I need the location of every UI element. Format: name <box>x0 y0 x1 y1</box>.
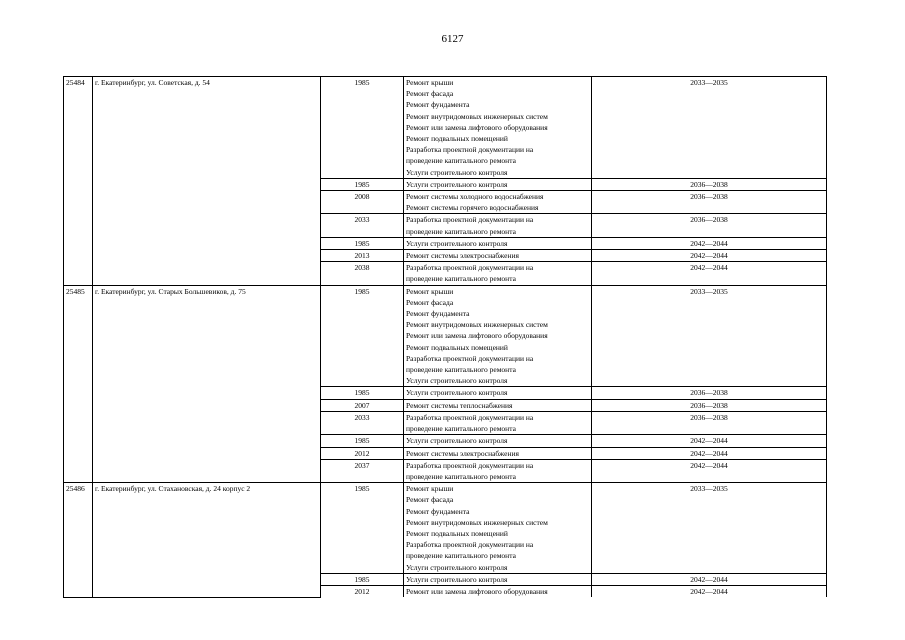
work-item: проведение капитального ремонта <box>406 156 516 166</box>
address-cell: г. Екатеринбург, ул. Стахановская, д. 24 корпус 2 <box>93 483 321 598</box>
work-item: Ремонт внутридомовых инженерных систем <box>406 320 548 330</box>
period-cell: 2042—2044 <box>592 435 827 447</box>
period-cell: 2042—2044 <box>592 262 827 285</box>
period-cell: 2042—2044 <box>592 447 827 459</box>
work-item: Ремонт системы электроснабжения <box>406 448 519 458</box>
year-cell: 1985 <box>321 77 404 179</box>
works-cell <box>404 573 592 585</box>
work-item: Ремонт системы электроснабжения <box>406 251 519 261</box>
work-item: Разработка проектной документации на <box>406 215 534 225</box>
work-item: Разработка проектной документации на <box>406 145 534 155</box>
year-cell: 2012 <box>321 447 404 459</box>
work-item: проведение капитального ремонта <box>406 274 516 284</box>
works-cell <box>404 191 592 214</box>
work-item: Ремонт фасада <box>406 495 454 505</box>
work-item: Ремонт фасада <box>406 297 454 307</box>
period-cell: 2033—2035 <box>592 77 827 179</box>
work-item: Ремонт фундамента <box>406 100 470 110</box>
year-cell: 1985 <box>321 573 404 585</box>
work-item: Ремонт или замена лифтового оборудования <box>406 122 548 132</box>
work-item: Ремонт системы холодного водоснабжения <box>406 192 544 202</box>
work-item: Услуги строительного контроля <box>406 238 508 248</box>
works-cell <box>404 262 592 285</box>
work-item: Ремонт крыши <box>406 484 454 494</box>
work-item: проведение капитального ремонта <box>406 365 516 375</box>
year-cell: 2037 <box>321 459 404 482</box>
work-item: Ремонт или замена лифтового оборудования <box>406 331 548 341</box>
period-cell: 2036—2038 <box>592 214 827 237</box>
year-cell: 1985 <box>321 285 404 387</box>
work-item: Ремонт системы теплоснабжения <box>406 400 513 410</box>
object-id-cell: 25485 <box>64 285 93 482</box>
works-cell <box>404 399 592 411</box>
work-item: Разработка проектной документации на <box>406 460 534 470</box>
work-item: Разработка проектной документации на <box>406 353 534 363</box>
year-cell: 1985 <box>321 387 404 399</box>
work-item: Ремонт внутридомовых инженерных систем <box>406 517 548 527</box>
object-id-cell: 25486 <box>64 483 93 598</box>
period-cell: 2036—2038 <box>592 178 827 190</box>
period-cell: 2042—2044 <box>592 585 827 597</box>
works-cell <box>404 435 592 447</box>
year-cell: 2033 <box>321 411 404 434</box>
year-cell: 2008 <box>321 191 404 214</box>
work-item: Ремонт фундамента <box>406 506 470 516</box>
period-cell: 2042—2044 <box>592 237 827 249</box>
work-item: Ремонт подвальных помещений <box>406 528 508 538</box>
works-cell <box>404 387 592 399</box>
object-id-cell: 25484 <box>64 77 93 286</box>
work-item: Ремонт крыши <box>406 286 454 296</box>
works-cell <box>404 77 592 179</box>
work-item: Разработка проектной документации на <box>406 263 534 273</box>
works-cell <box>404 237 592 249</box>
year-cell: 2012 <box>321 585 404 597</box>
period-cell: 2036—2038 <box>592 387 827 399</box>
period-cell: 2036—2038 <box>592 191 827 214</box>
period-cell: 2033—2035 <box>592 285 827 387</box>
works-cell <box>404 459 592 482</box>
work-item: Разработка проектной документации на <box>406 540 534 550</box>
year-cell: 1985 <box>321 178 404 190</box>
work-item: Услуги строительного контроля <box>406 388 508 398</box>
work-item: Услуги строительного контроля <box>406 179 508 189</box>
period-cell: 2036—2038 <box>592 399 827 411</box>
work-item: Ремонт фундамента <box>406 309 470 319</box>
work-item: проведение капитального ремонта <box>406 424 516 434</box>
period-cell: 2033—2035 <box>592 483 827 574</box>
work-item: Ремонт внутридомовых инженерных систем <box>406 111 548 121</box>
year-cell: 1985 <box>321 483 404 574</box>
table-row <box>64 285 827 387</box>
works-cell <box>404 214 592 237</box>
table-row <box>64 483 827 574</box>
work-item: проведение капитального ремонта <box>406 226 516 236</box>
work-item: Ремонт или замена лифтового оборудования <box>406 586 548 596</box>
work-item: Услуги строительного контроля <box>406 167 508 177</box>
work-item: Ремонт подвальных помещений <box>406 342 508 352</box>
year-cell: 2013 <box>321 250 404 262</box>
work-item: Ремонт системы горячего водоснабжения <box>406 203 539 213</box>
capital-repair-table <box>63 76 827 598</box>
year-cell: 2038 <box>321 262 404 285</box>
works-cell <box>404 411 592 434</box>
works-cell <box>404 447 592 459</box>
page-number: 6127 <box>441 33 464 45</box>
work-item: Услуги строительного контроля <box>406 436 508 446</box>
work-item: Услуги строительного контроля <box>406 574 508 584</box>
year-cell: 2007 <box>321 399 404 411</box>
year-cell: 2033 <box>321 214 404 237</box>
work-item: проведение капитального ремонта <box>406 471 516 481</box>
works-cell <box>404 250 592 262</box>
work-item: Ремонт крыши <box>406 78 454 87</box>
work-item: проведение капитального ремонта <box>406 551 516 561</box>
table-body <box>64 77 827 598</box>
address-cell: г. Екатеринбург, ул. Старых Большевиков, д. 75 <box>93 285 321 482</box>
works-cell <box>404 285 592 387</box>
period-cell: 2042—2044 <box>592 459 827 482</box>
work-item: Разработка проектной документации на <box>406 412 534 422</box>
period-cell: 2042—2044 <box>592 250 827 262</box>
works-cell <box>404 178 592 190</box>
works-cell <box>404 585 592 597</box>
work-item: Ремонт фасада <box>406 89 454 99</box>
work-item: Ремонт подвальных помещений <box>406 134 508 144</box>
period-cell: 2036—2038 <box>592 411 827 434</box>
works-cell <box>404 483 592 574</box>
year-cell: 1985 <box>321 435 404 447</box>
work-item: Услуги строительного контроля <box>406 376 508 386</box>
table-row <box>64 77 827 179</box>
work-item: Услуги строительного контроля <box>406 562 508 572</box>
period-cell: 2042—2044 <box>592 573 827 585</box>
year-cell: 1985 <box>321 237 404 249</box>
address-cell: г. Екатеринбург, ул. Советская, д. 54 <box>93 77 321 286</box>
